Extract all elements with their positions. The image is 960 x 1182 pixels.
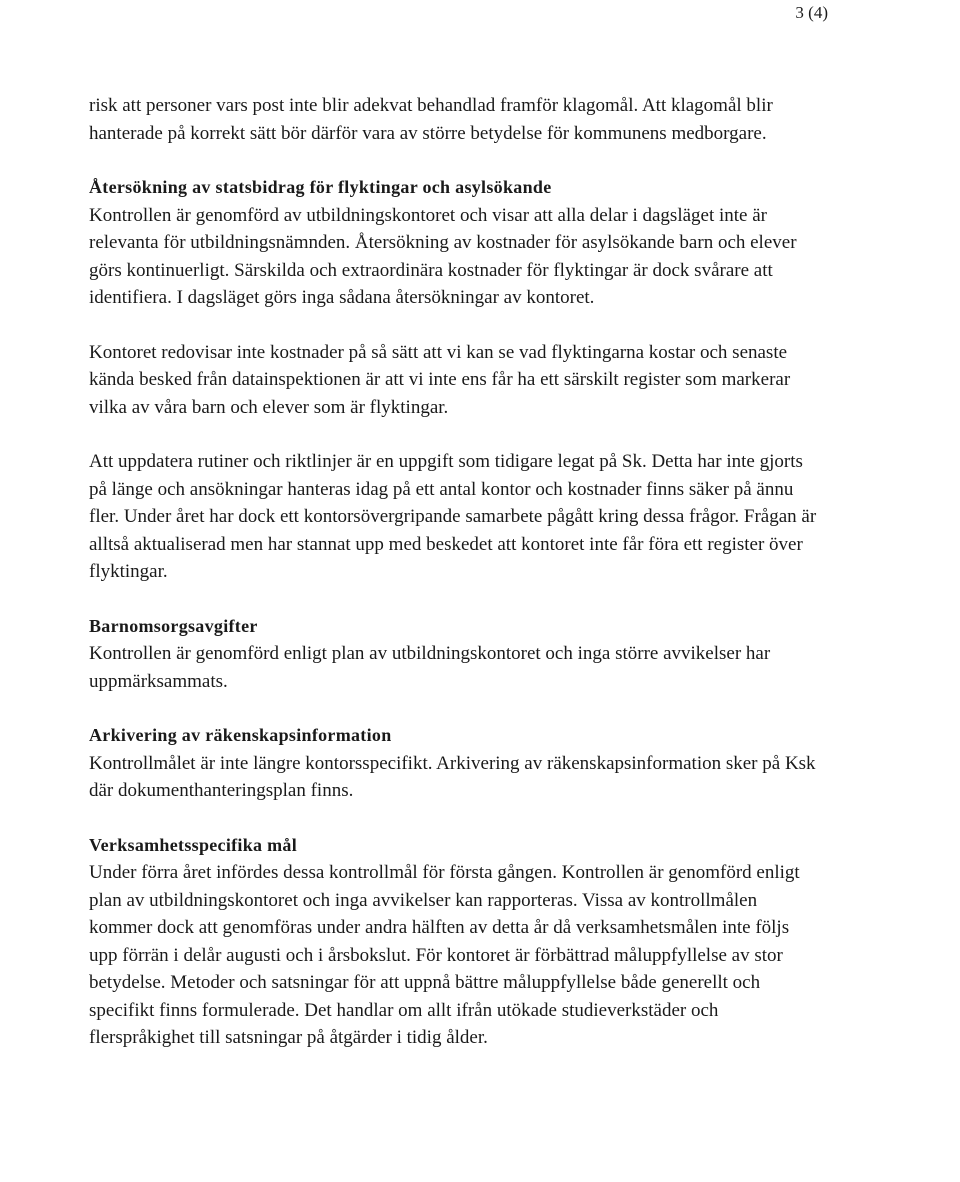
section-verksamhetsmal (89, 832, 819, 1052)
section-arkivering (89, 722, 819, 805)
section-statsbidrag (89, 174, 819, 586)
paragraph: Kontoret redovisar inte kostnader på så sätt att vi kan se vad flyktingarna kostar och senaste kända besked från datainspektionen är att vi inte ens får ha ett särskilt register som markerar vilka av våra barn och elever som är flyktingar. (89, 341, 791, 418)
section-heading: Verksamhetsspecifika mål (89, 834, 298, 855)
section-heading: Barnomsorgsavgifter (89, 615, 258, 636)
paragraph: Kontrollmålet är inte längre kontorsspecifikt. Arkivering av räkenskapsinformation sker på Ksk där dokumenthanteringsplan finns. (89, 752, 816, 801)
paragraph: Att uppdatera rutiner och riktlinjer är en uppgift som tidigare legat på Sk. Detta har inte gjorts på länge och ansökningar hanteras idag på ett antal kontor och kostnader finns säker på ännu fler. Under året har dock ett kontorsövergripande samarbete pågått kring dessa frågor. Frågan är alltså aktualiserad men har stannat upp med beskedet att kontoret inte får föra ett register över flyktingar. (89, 451, 817, 582)
section-barnomsorgsavgifter (89, 613, 819, 696)
intro-section (89, 92, 819, 147)
section-heading: Arkivering av räkenskapsinformation (89, 725, 392, 745)
document-body (89, 92, 819, 1079)
paragraph: Kontrollen är genomförd av utbildningskontoret och visar att alla delar i dagsläget inte är relevanta för utbildningsnämnden. Återsökning av kostnader för asylsökande barn och elever görs kontinuerligt. Särskilda och extraordinära kostnader för flyktingar är dock svårare att identifiera. I dagsläget görs inga sådana återsökningar av kontoret. (89, 204, 797, 308)
paragraph: Kontrollen är genomförd enligt plan av utbildningskontoret och inga större avvikelser har uppmärksammats. (89, 643, 771, 692)
intro-paragraph: risk att personer vars post inte blir adekvat behandlad framför klagomål. Att klagomål blir hanterade på korrekt sätt bör därför vara av större betydelse för kommunens medborgare. (89, 95, 773, 144)
section-heading: Återsökning av statsbidrag för flyktingar och asylsökande (89, 177, 552, 197)
page-number: 3 (4) (795, 3, 828, 22)
paragraph: Under förra året infördes dessa kontrollmål för första gången. Kontrollen är genomförd enligt plan av utbildningskontoret och inga avvikelser kan rapporteras. Vissa av kontrollmålen kommer dock att genomföras under andra hälften av detta år då verksamhetsmålen inte följs upp förrän i delår augusti och i årsbokslut. För kontoret är förbättrad måluppfyllelse av stor betydelse. Metoder och satsningar för att uppnå bättre måluppfyllelse både generellt och specifikt finns formulerade. Det handlar om allt ifrån utökade studieverkstäder och flerspråkighet till satsningar på åtgärder i tidig ålder. (89, 862, 800, 1048)
